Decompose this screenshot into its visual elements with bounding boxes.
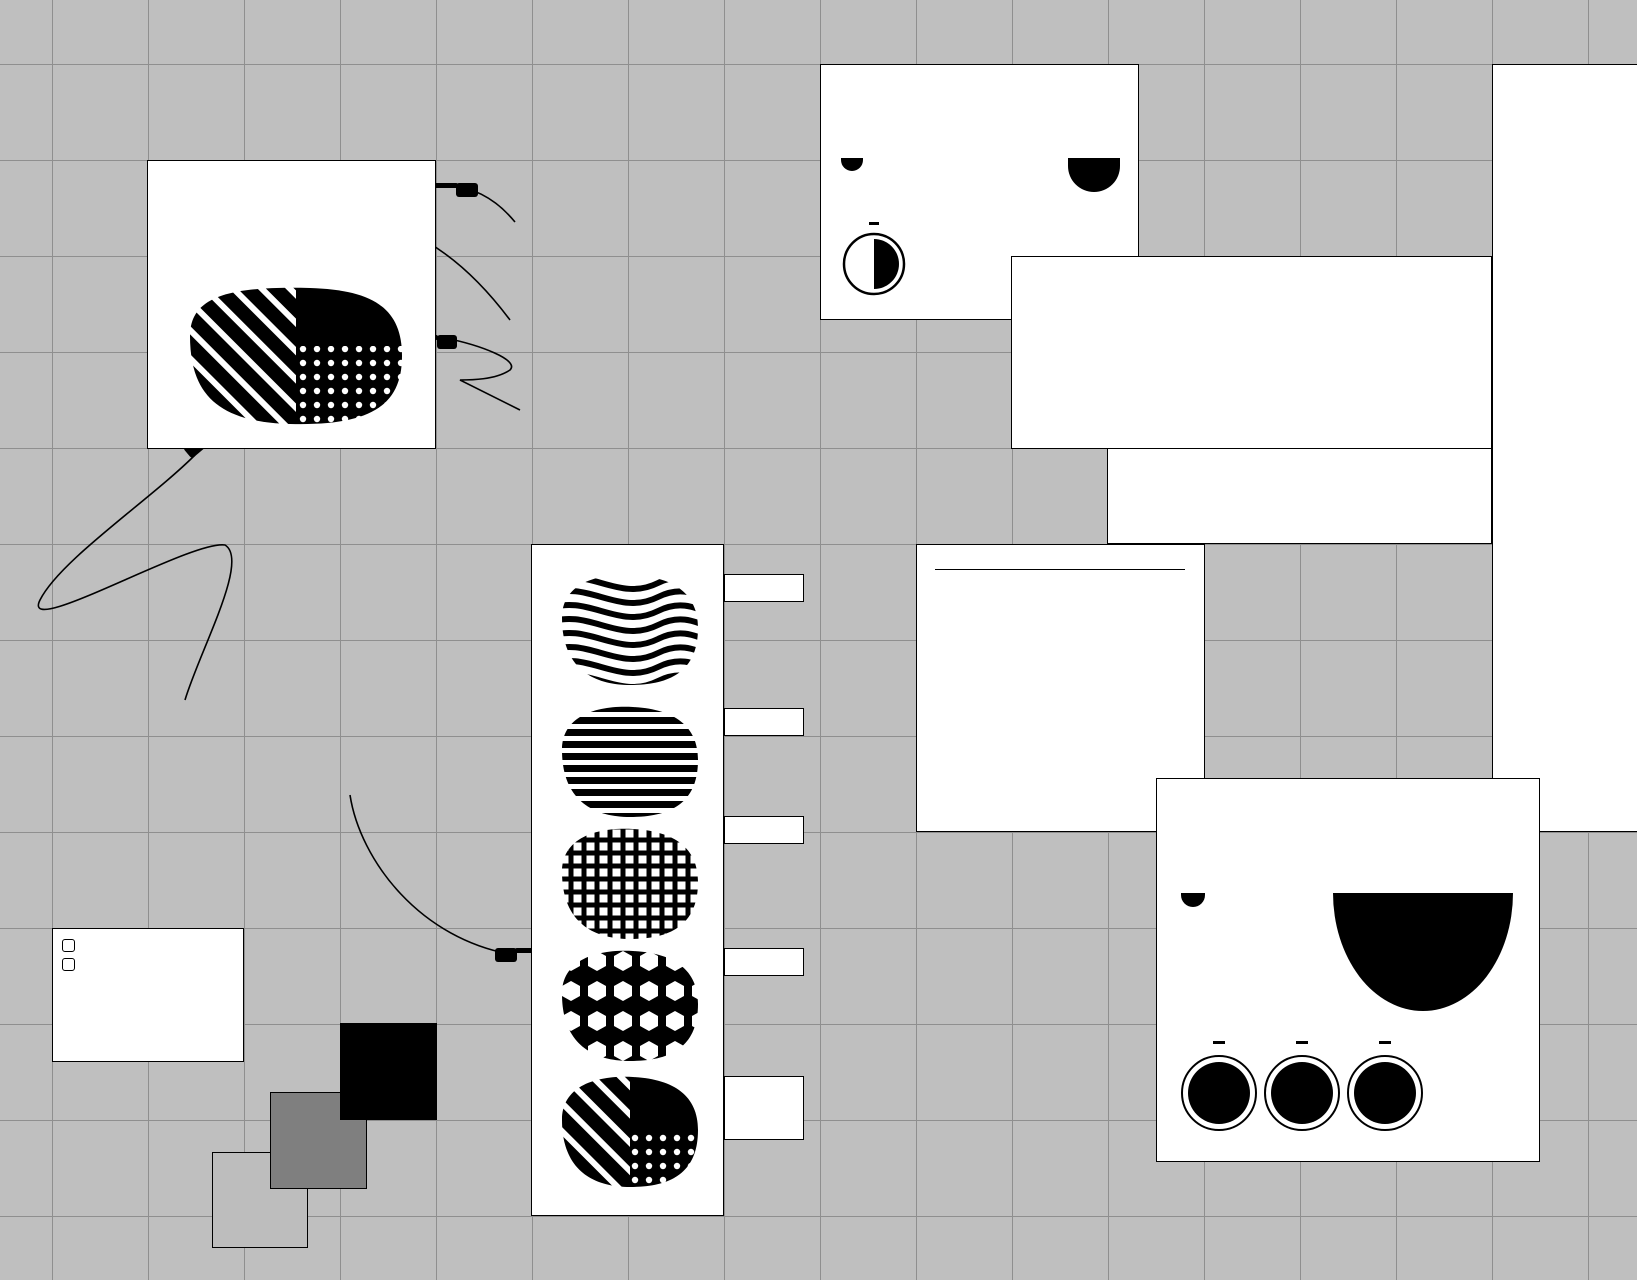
honey-symbol-icon: [558, 949, 702, 1065]
filter-card: [1156, 778, 1540, 1162]
large-cup-icon: [1068, 158, 1120, 192]
label-anaerobic: [724, 816, 804, 844]
label-natural: [724, 708, 804, 736]
instagram-icon: [62, 939, 75, 952]
social-handle[interactable]: [62, 958, 243, 977]
timer-full-icon: [1348, 1041, 1422, 1130]
social-handle[interactable]: [62, 939, 243, 958]
timer-button-icon: [869, 222, 879, 225]
profile-divider: [935, 569, 1185, 570]
washed-symbol-icon: [558, 573, 702, 689]
natural-symbol-icon: [558, 705, 702, 821]
swatch-dark-roast: [340, 1023, 437, 1120]
suggestions-card: [1011, 256, 1492, 449]
timer-full-icon: [1182, 1041, 1256, 1130]
origins-list: [1492, 64, 1637, 832]
instagram-icon: [62, 958, 75, 971]
label-honey: [724, 948, 804, 976]
timer-full-icons: [1179, 1041, 1429, 1133]
ingredient-card: [1107, 448, 1492, 544]
timer-full-icon: [1265, 1041, 1339, 1130]
small-cup-icon: [1181, 893, 1205, 907]
label-specialty-blend: [724, 1076, 804, 1140]
label-washed: [724, 574, 804, 602]
blend-symbol-icon: [558, 1075, 702, 1191]
anaerobic-symbol-icon: [558, 827, 702, 943]
social-card: [52, 928, 244, 1062]
processing-totem: [531, 544, 724, 1216]
bean-symbol-icon: [170, 286, 415, 431]
small-cup-icon: [841, 158, 863, 171]
rb-card: [147, 160, 436, 449]
timer-half-icon: [841, 231, 907, 297]
large-cup-icon: [1333, 893, 1513, 1011]
